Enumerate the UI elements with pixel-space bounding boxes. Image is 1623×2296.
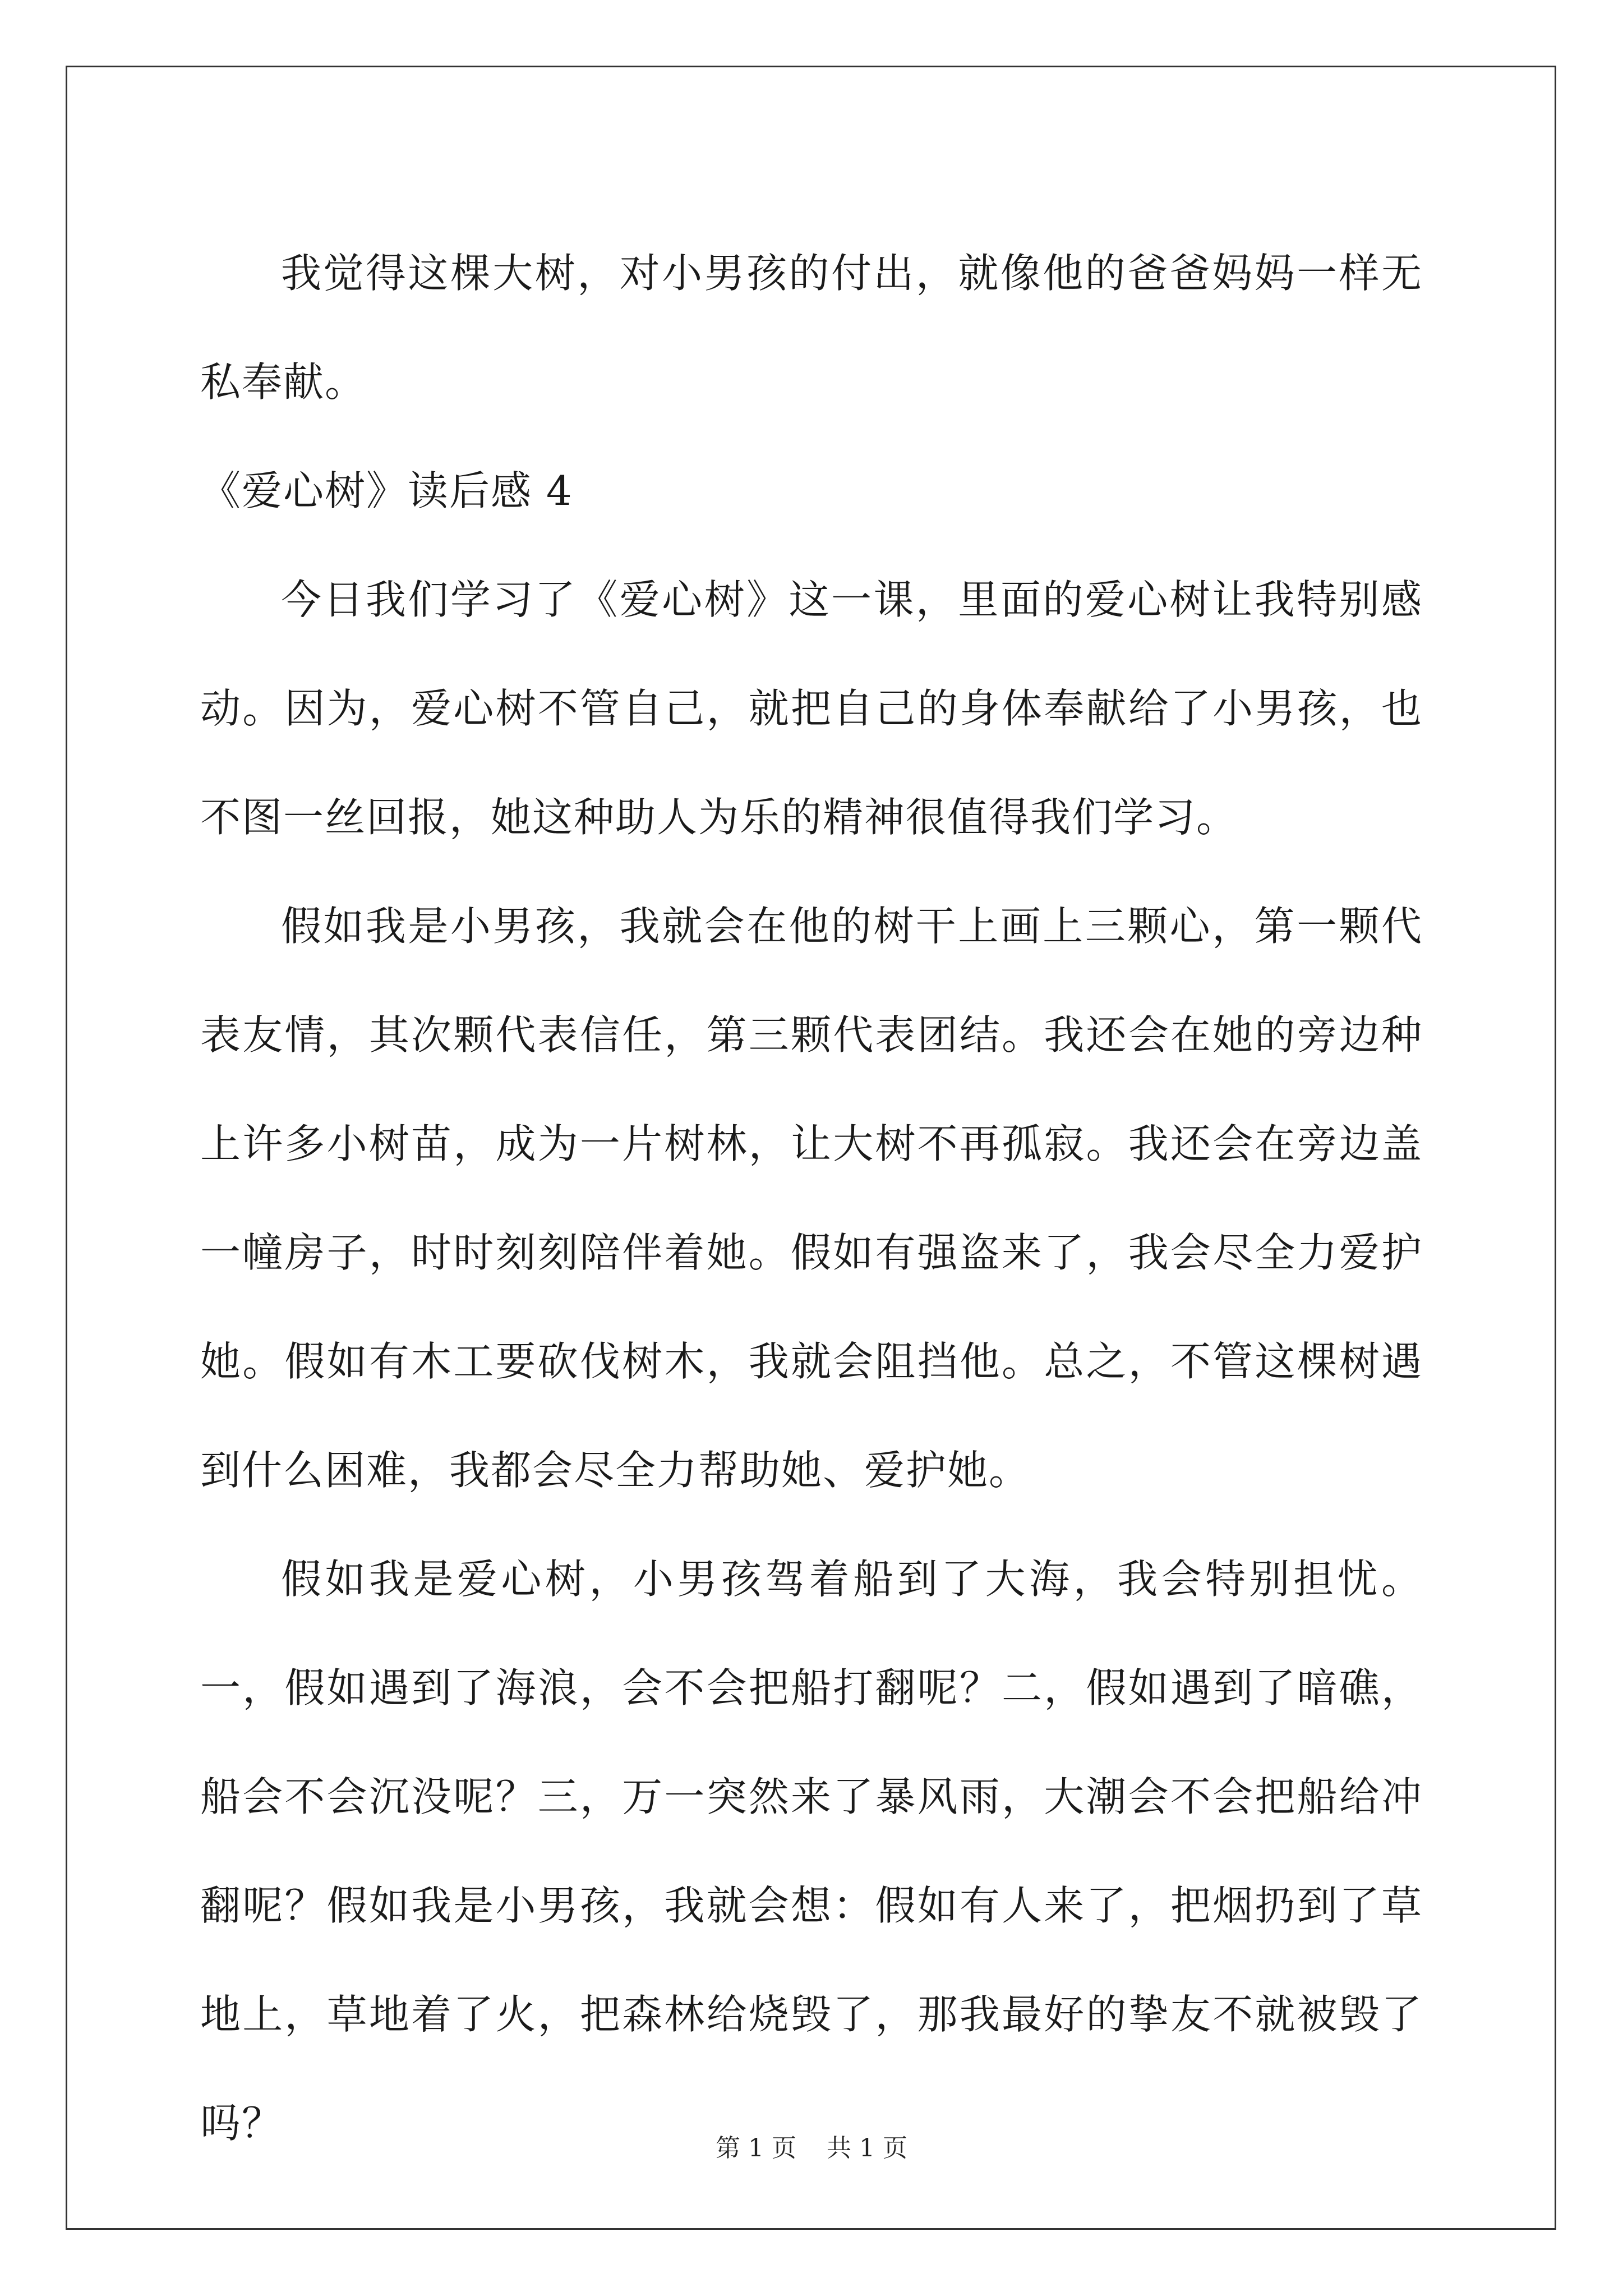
document-body: [200, 219, 1423, 2178]
page-total: 共 1 页: [827, 2134, 907, 2162]
page-footer: [0, 2132, 1623, 2165]
section-heading: 《爱心树》读后感 4: [200, 467, 573, 514]
paragraph-1: 我觉得这棵大树，对小男孩的付出，就像他的爸爸妈妈一样无私奉献。: [200, 250, 1423, 406]
paragraph-4: 假如我是爱心树，小男孩驾着船到了大海，我会特别担忧。一，假如遇到了海浪，会不会把船打翻呢？二，假如遇到了暗礁，船会不会沉没呢？三，万一突然来了暴风雨，大潮会不会把船给冲翻呢？假如我是小男孩，我就会想：假如有人来了，把烟扔到了草地上，草地着了火，把森林给烧毁了，那我最好的挚友不就被毁了吗？: [200, 1556, 1423, 2147]
paragraph-2: 今日我们学习了《爱心树》这一课，里面的爱心树让我特别感动。因为，爱心树不管自己，就把自己的身体奉献给了小男孩，也不图一丝回报，她这种助人为乐的精神很值得我们学习。: [200, 576, 1423, 841]
page-number: 第 1 页: [716, 2134, 796, 2162]
paragraph-3: 假如我是小男孩，我就会在他的树干上画上三颗心，第一颗代表友情，其次颗代表信任，第三颗代表团结。我还会在她的旁边种上许多小树苗，成为一片树林，让大树不再孤寂。我还会在旁边盖一幢房子，时时刻刻陪伴着她。假如有强盗来了，我会尽全力爱护她。假如有木工要砍伐树木，我就会阻挡他。总之，不管这棵树遇到什么困难，我都会尽全力帮助她、爱护她。: [200, 903, 1423, 1494]
